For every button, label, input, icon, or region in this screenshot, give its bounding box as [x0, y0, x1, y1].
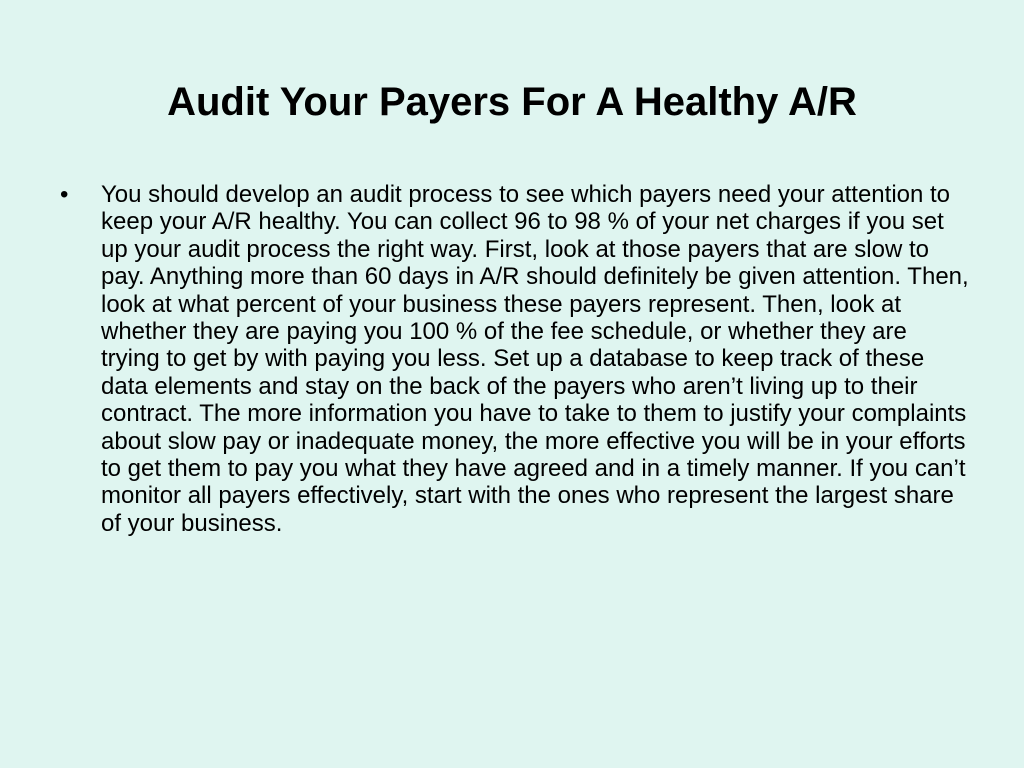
bullet-item [60, 181, 970, 537]
bullet-marker: • [60, 181, 69, 208]
bullet-list [60, 181, 970, 537]
bullet-text: You should develop an audit process to see which payers need your attention to keep your A/R healthy. You can collect 96 to 98 % of your net charges if you set up your audit process the right way. First, look at those payers that are slow to pay. Anything more than 60 days in A/R should definitely be given attention. Then, look at what percent of your business these payers represent. Then, look at whether they are paying you 100 % of the fee schedule, or whether they are trying to get by with paying you less. Set up a database to keep track of these data elements and stay on the back of the payers who aren’t living up to their contract. The more information you have to take to them to justify your complaints about slow pay or inadequate money, the more effective you will be in your efforts to get them to pay you what they have agreed and in a timely manner. If you can’t monitor all payers effectively, start with the ones who represent the largest share of your business. [101, 181, 969, 537]
slide-title: Audit Your Payers For A Healthy A/R [167, 80, 857, 124]
